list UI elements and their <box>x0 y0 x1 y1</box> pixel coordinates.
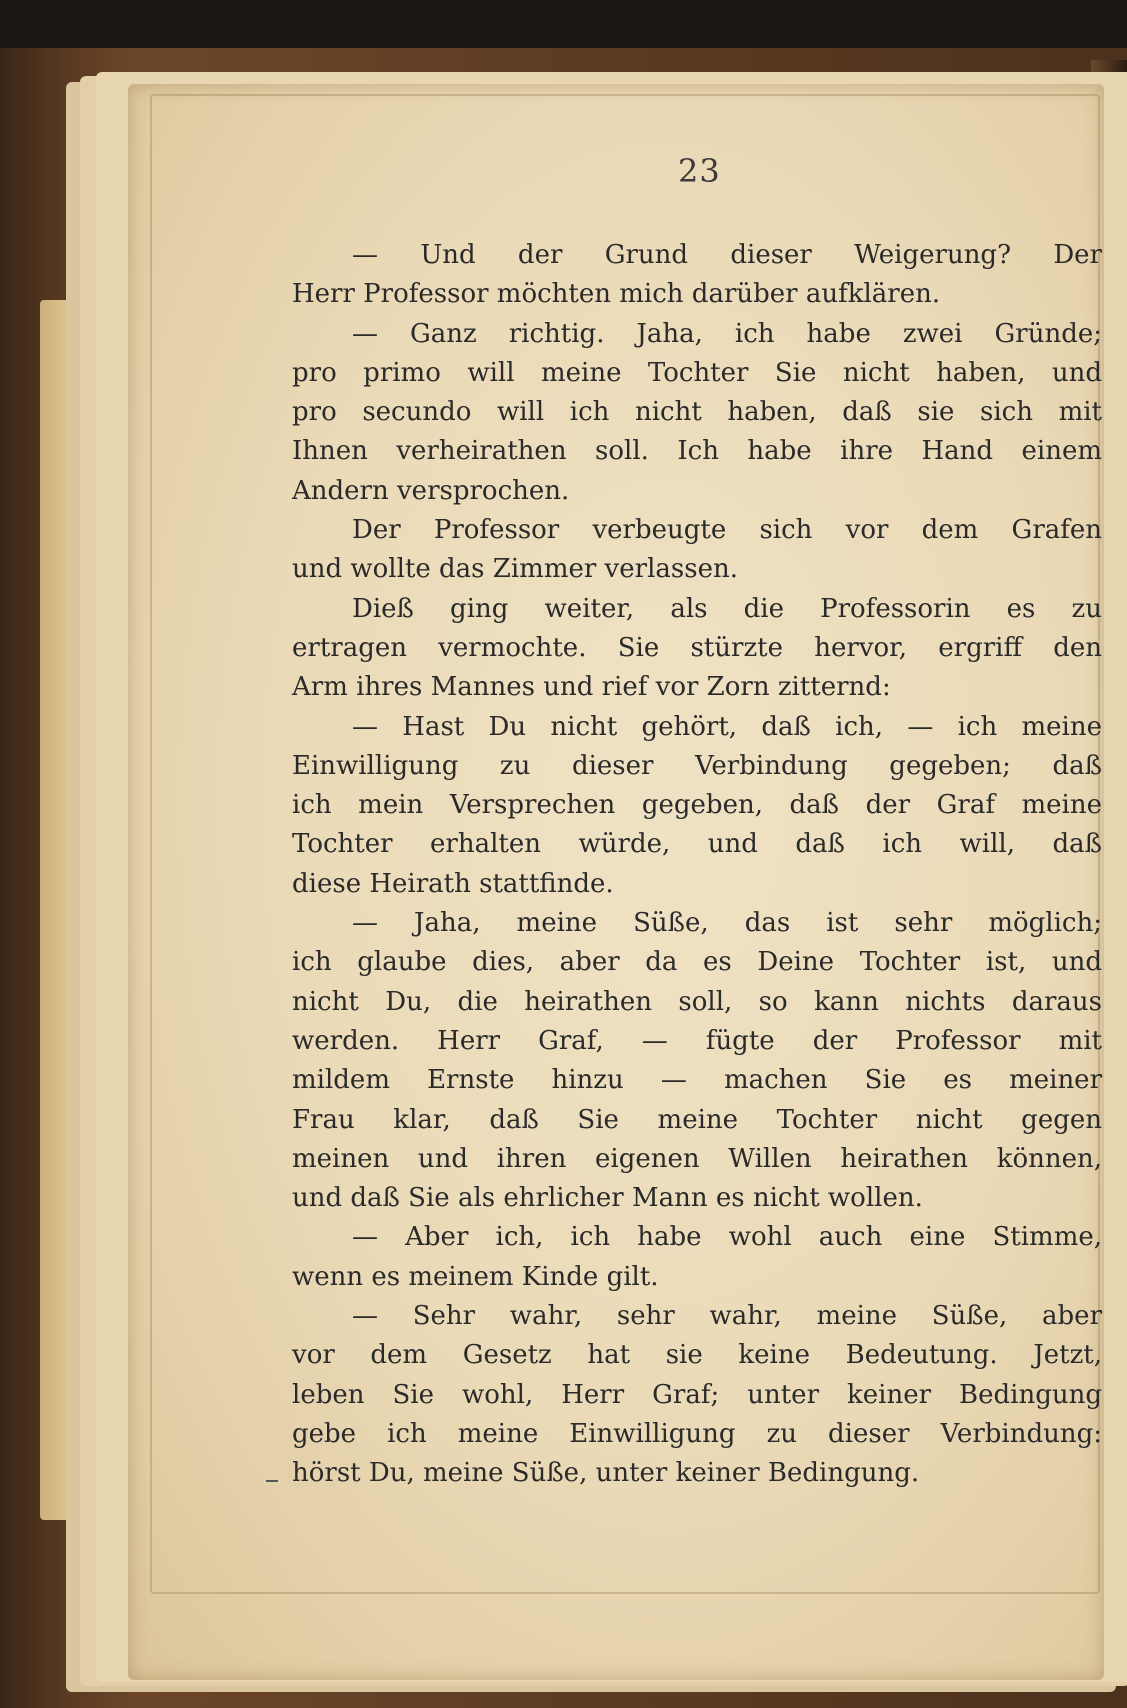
text-line: Ihnen verheirathen soll. Ich habe ihre Hand einem <box>292 436 1102 467</box>
text-line: Dieß ging weiter, als die Professorin es zu <box>352 593 1102 624</box>
text-line: vor dem Gesetz hat sie keine Bedeutung. Jetzt, <box>292 1340 1102 1371</box>
text-line: ich glaube dies, aber da es Deine Tochter ist, und <box>292 947 1102 978</box>
text-line: pro secundo will ich nicht haben, daß sie sich mit <box>292 397 1102 428</box>
text-line: — Und der Grund dieser Weigerung? Der <box>352 240 1102 270</box>
text-line: — Jaha, meine Süße, das ist sehr möglich; <box>352 908 1102 939</box>
text-line: — Aber ich, ich habe wohl auch eine Stimme, <box>352 1222 1102 1253</box>
text-line: und daß Sie als ehrlicher Mann es nicht wollen. <box>292 1183 923 1214</box>
text-line: werden. Herr Graf, — fügte der Professor mit <box>292 1025 1102 1056</box>
body-text <box>292 236 1102 1494</box>
text-line: — Ganz richtig. Jaha, ich habe zwei Gründe; <box>352 318 1102 349</box>
text-line: gebe ich meine Einwilligung zu dieser Verbindung: <box>292 1418 1102 1449</box>
text-line: und wollte das Zimmer verlassen. <box>292 554 738 585</box>
text-line: nicht Du, die heirathen soll, so kann nichts daraus <box>292 986 1102 1017</box>
text-line: Der Professor verbeugte sich vor dem Grafen <box>352 515 1102 546</box>
text-line: leben Sie wohl, Herr Graf; unter keiner Bedingung <box>292 1379 1102 1410</box>
text-line: Frau klar, daß Sie meine Tochter nicht gegen <box>292 1104 1102 1135</box>
text-line: ich mein Versprechen gegeben, daß der Graf meine <box>292 790 1102 821</box>
text-line: hörst Du, meine Süße, unter keiner Bedingung. <box>292 1458 920 1489</box>
text-line: Tochter erhalten würde, und daß ich will, daß <box>292 829 1102 860</box>
text-line: Arm ihres Mannes und rief vor Zorn zitternd: <box>292 672 891 703</box>
text-line: diese Heirath stattfinde. <box>292 868 614 899</box>
text-line: pro primo will meine Tochter Sie nicht haben, und <box>292 357 1102 388</box>
text-line: Herr Professor möchten mich darüber aufklären. <box>292 279 941 310</box>
text-line: — Hast Du nicht gehört, daß ich, — ich meine <box>352 711 1102 742</box>
margin-mark <box>266 1480 278 1482</box>
text-line: Andern versprochen. <box>292 475 570 506</box>
text-line: wenn es meinem Kinde gilt. <box>292 1261 659 1292</box>
text-line: meinen und ihren eigenen Willen heirathen können, <box>292 1143 1102 1174</box>
text-line: ertragen vermochte. Sie stürzte hervor, ergriff den <box>292 632 1102 663</box>
page-number: 23 <box>678 152 721 190</box>
text-line: Einwilligung zu dieser Verbindung gegeben; daß <box>292 750 1102 781</box>
text-line: mildem Ernste hinzu — machen Sie es meiner <box>292 1065 1102 1096</box>
text-line: — Sehr wahr, sehr wahr, meine Süße, aber <box>352 1301 1102 1332</box>
